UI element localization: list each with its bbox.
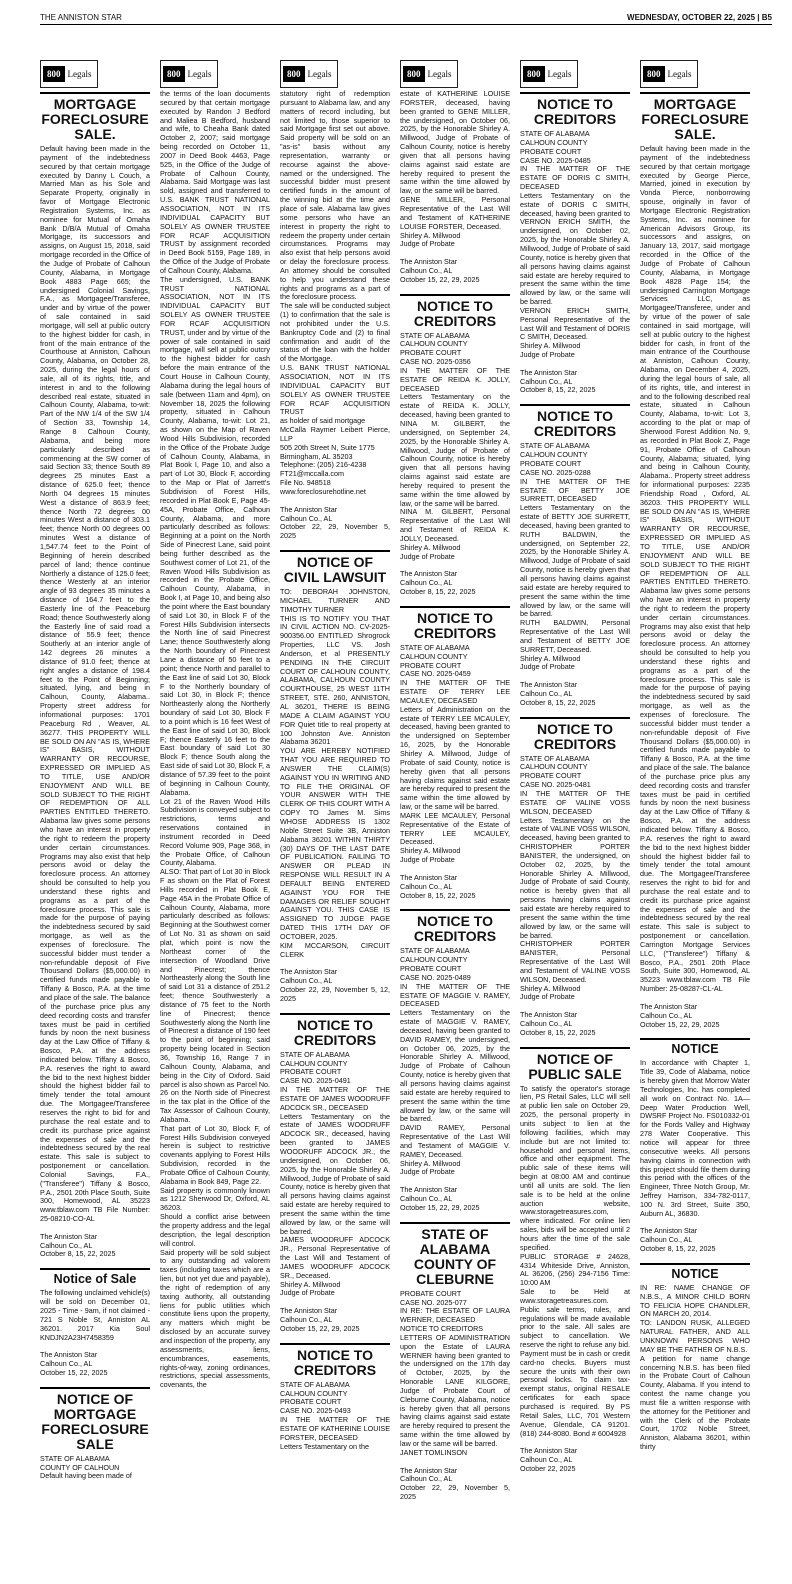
section-number: 800 bbox=[643, 66, 665, 82]
legal-notice bbox=[280, 550, 390, 1004]
notice-title: NOTICE TO CREDITORS bbox=[400, 294, 510, 329]
notice-body: In accordance with Chapter 1, Title 39, Code of Alabama, notice is hereby given that Morrow Water Technologies, Inc. has completed all work on Contract No. 1A—Deep Water Production Well, DWSRF Project No. FS010332-01 for the Fords Valley and Highway 278 Water Cooperative. This notice will appear for three consecutive weeks. All persons having claims in connection with this project should file them during this period with the offices of the Engineer, Three Notch Group, Mr. Jeffrey Harrison, 334-782-0117, 100 N. 3rd Street, Suite 350, Auburn AL, 36830. The Anniston Star Calhoun Co., AL October 8, 15, 22, 2025 bbox=[640, 1058, 750, 1254]
legal-notice bbox=[280, 1343, 390, 1452]
header-date: WEDNESDAY, OCTOBER 22, 2025 bbox=[627, 13, 756, 22]
notice-body: STATE OF ALABAMA CALHOUN COUNTY PROBATE COURT CASE NO. 2025-0459 IN THE MATTER OF THE ESTATE OF TERRY LEE MCAULEY, DECEASED Letters of Administration on the estate of TERRY LEE MCAULEY, deceased, having been granted to the undersigned on September 16, 2025, by the Honorable Shirley A. Millwood, Judge of Probate of said County, notice is hereby given that all persons having claims against said estate are hereby required to present the same within the time allowed by law, or the same will be barred. MARK LEE MCAULEY, Personal Representative of the Estate of TERRY LEE MCAULEY, Deceased. Shirley A. Millwood Judge of Probate The Anniston Star Calhoun Co., AL October 8, 15, 22, 2025 bbox=[400, 642, 510, 900]
section-number: 800 bbox=[403, 66, 425, 82]
page-number: B5 bbox=[761, 13, 772, 22]
notice-title: NOTICE TO CREDITORS bbox=[400, 606, 510, 641]
notice-title: NOTICE TO CREDITORS bbox=[280, 1013, 390, 1048]
notice-body: STATE OF ALABAMA CALHOUN COUNTY PROBATE COURT CASE NO. 2025-0485 IN THE MATTER OF THE ESTATE OF DORIS C SMITH, DECEASED Letters Testamentary on the estate of DORIS C SMITH, deceased, having been granted to VERNON ERICH SMITH, the undersigned, on October 02, 2025, by the Honorable Shirley A. Millwood, Judge of Probate of said County, notice is hereby given that all persons having claims against said estate are hereby required to present the same within the time allowed by law, or the same will be barred. VERNON ERICH SMITH, Personal Representative of the Last Will and Testament of DORIS C SMITH, Deceased. Shirley A. Millwood Judge of Probate The Anniston Star Calhoun Co., AL October 8, 15, 22, 2025 bbox=[520, 129, 630, 395]
section-label: Legals bbox=[67, 69, 92, 79]
notice-body: STATE OF ALABAMA CALHOUN COUNTY PROBATE COURT CASE NO. 2025-0489 IN THE MATTER OF THE ESTATE OF MAGGIE V. RAMEY, DECEASED Letters Testamentary on the estate of MAGGIE V. RAMEY, deceased, having been granted to DAVID RAMEY, the undersigned, on October 06, 2025, by the Honorable Shirley A. Millwood, Judge of Probate of Calhoun County, notice is hereby given that all persons having claims against said estate are hereby required to present the same within the time allowed by law, or the same will be barred. DAVID RAMEY, Personal Representative of the Last Will and Testament of MAGGIE V. RAMEY, Deceased. Shirley A. Millwood Judge of Probate The Anniston Star Calhoun Co., AL October 15, 22, 29, 2025 bbox=[400, 946, 510, 1212]
notice-body: Default having been made in the payment of the indebtedness secured by that certain mortgage executed by George Pierce, Married, joined in execution by Vonda Pierce, nonborrowing spouse, originally in favor of Mortgage Electronic Registration Systems, Inc. as nominee for American Advisors Group, its successors and assigns, on January 13, 2017, said mortgage recorded in the Office of the Judge of Probate of Calhoun County, Alabama, in Mortgage Book 4828 Page 154; the undersigned Carrington Mortgage Services LLC, as Mortgagee/Transferee, under and by virtue of the power of sale contained in said mortgage, will sell at public outcry to the highest bidder for cash, in front of the main entrance of the Courthouse at Anniston, Calhoun County, Alabama, on December 4, 2025, during the legal hours of sale, all of its rights, title, and interest in and to the following described real estate, situated in Calhoun County, Alabama, to-wit: Lot 3, according to the plat or map of Sherwood Forest Addition No. 9, as recorded in Plat Book Z, Page 91, Probate Office of Calhoun County, Alabama; situated, lying and being in Calhoun County, Alabama.. Property street address for informational purposes: 2235 Friendship Road , Oxford, AL 36203. THIS PROPERTY WILL BE SOLD ON AN "AS IS, WHERE IS" BASIS, WITHOUT WARRANTY OR RECOURSE, EXPRESSED OR IMPLIED AS TO TITLE, USE AND/OR ENJOYMENT AND WILL BE SOLD SUBJECT TO THE RIGHT OF REDEMPTION OF ALL PARTIES ENTITLED THERETO. Alabama law gives some persons who have an interest in property the right to redeem the property under certain circumstances. Programs may also exist that help persons avoid or delay the foreclosure process. An attorney should be consulted to help you understand these rights and programs as a part of the foreclosure process. This sale is made for the purpose of paying the indebtedness secured by said mortgage, as well as the expenses of foreclosure. The successful bidder must tender a non-refundable deposit of Five Thousand Dollars ($5,000.00) in certified funds made payable to Tiffany & Bosco, P.A. at the time and place of the sale. The balance of the purchase price plus any deed recording costs and transfer taxes must be paid in certified funds by noon the next business day at the Law Office of Tiffany & Bosco, P.A. at the address indicated below. Tiffany & Bosco, P.A. reserves the right to award the bid to the next highest bidder should the highest bidder fail to timely tender the total amount due. The Mortgagee/Transferee reserves the right to bid for and purchase the real estate and to credit its purchase price against the expenses of sale and the indebtedness secured by the real estate. This sale is subject to postponement or cancellation. Carrington Mortgage Services LLC, ("Transferee") Tiffany & Bosco, P.A., 2501 20th Place South, Suite 300, Homewood, AL 35223 www.tblaw.com TB File Number: 25-08287-CL-AL The Anniston Star Calhoun Co., AL October 15, 22, 29, 2025 bbox=[640, 144, 750, 1029]
section-tab bbox=[520, 60, 578, 88]
notice-title: NOTICE OF MORTGAGE FORECLOSURE SALE bbox=[40, 1387, 150, 1452]
section-label: Legals bbox=[187, 69, 212, 79]
legal-notice bbox=[400, 909, 510, 1212]
column-4 bbox=[400, 90, 510, 1580]
notice-body: STATE OF ALABAMA CALHOUN COUNTY PROBATE COURT CASE NO. 2025-0493 IN THE MATTER OF THE ESTATE OF KATHERINE LOUISE FORSTER, DECEASED Letters Testamentary on the bbox=[280, 1379, 390, 1451]
column-3 bbox=[280, 90, 390, 1580]
notice-title: NOTICE TO CREDITORS bbox=[400, 909, 510, 944]
section-tab bbox=[400, 60, 458, 88]
notice-body: the terms of the loan documents secured by that certain mortgage executed by Randon J Bedford and Maliea B Bedford, husband and wife, to Cheaha Bank dated October 2, 2007; said mortgage being recorded on October 11, 2007 in Deed Book 4463, Page 525, in the Office of the Judge of Probate of Calhoun County, Alabama. Said Mortgage was last sold, assigned and transferred to U.S. BANK TRUST NATIONAL ASSOCIATION, NOT IN ITS INDIVIDUAL CAPACITY BUT SOLELY AS OWNER TRUSTEE FOR RCAF ACQUISITION TRUST by assignment recorded in Deed Book 5159, Page 189, in the Office of the Judge of Probate of Calhoun County, Alabama. The undersigned, U.S. BANK TRUST NATIONAL ASSOCIATION, NOT IN ITS INDIVIDUAL CAPACITY BUT SOLELY AS OWNER TRUSTEE FOR RCAF ACQUISITION TRUST, under and by virtue of the power of sale contained in said mortgage, will sell at public outcry to the highest bidder for cash before the main entrance of the Court House in Calhoun County, Alabama during the legal hours of sale (between 11am and 4pm), on November 18, 2025 the following property, situated in Calhoun County, Alabama, to-wit: Lot 21, as shown on the Map of Raven Wood Hills Subdivision, recorded in the Office of the Probate Judge of Calhoun County, Alabama, in Plat Book I, Page 10, and also a part of Lot 30, Block F, according to the Map or Plat of Jarrett's Subdivision of Forest Hills, recorded in Plat Book E, Page 45-45A, Probate Office, Calhoun County, Alabama, and more particularly described as follows: Beginning at a point on the North Side of Pinecrest Lane, said point being further described as the Southwest corner of Lot 21, of the Raven Wood Hills Subdivision as recorded in the Probate Office, Calhoun County, Alabama, in Book I, at Page 10, and being also the point where the East boundary of said Lot 30, in Block F of the Forest Hills Subdivision intersects the North line of said Pinecrest Lane; thence Southwesterly along the North boundary of Pinecrest Lane a distance of 50 feet to a point; thence North and parallel to the East line of said Lot 30, Block F to the Northerly boundary of said Lot 30, in Block F; thence Northeasterly along the Northerly boundary of said Lot 30, Block F to a point which is 16 feet West of the East line of said Lot 30, Block F; thence Easterly 16 feet to the East boundary of said Lot 30 Block F; thence South along the East side of said Lot 30, Block F, a distance of 57.39 feet to the point of beginning in Calhoun County, Alabama. Lot 21 of the Raven Wood Hills Subdivision is conveyed subject to restrictions, terms and reservations contained in instrument recorded in Deed Record Volume 909, Page 368, in the Probate Office, of Calhoun County, Alabama. ALSO: That part of Lot 30 in Block F as shown on the Plat of Forest Hills recorded in Plat Book E, Page 45A in the Probate Office of Calhoun County, Alabama, more particularly described as follows: Beginning at the Southwest corner of Lot No. 31 as shown on said plat, which point is now the Northeast corner of the intersection of Woodland Drive and Pinecrest; thence Northeasterly along the South line of said Lot 31 a distance of 251.2 feet; thence Southwesterly a distance of 75 feet to the North line of Pinecrest; thence Southwesterly along the North line of Pinecrest a distance of 190 feet to the point of beginning; said property being located in Section 36, Township 16, Range 7 in Calhoun County, Alabama, and being in the City of Oxford. Said parcel is also shown as Parcel No. 26 on the North side of Pinecrest in the tax plat in the Office of the Tax Assessor of Calhoun County, Alabama. That part of Lot 30, Block F, of Forest Hills Subdivision conveyed herein is subject to restrictive covenants applying to Forest Hills Subdivision, recorded in the Probate Office of Calhoun County, Alabama in Book 849, Page 22. Said property is commonly known as 1212 Sherwood Dr, Oxford, AL 36203. Should a conflict arise between the property address and the legal description, the legal description will control. Said property will be sold subject to any outstanding ad valorem taxes (including taxes which are a lien, but not yet due and payable), the right of redemption of any taxing authority, all outstanding liens for public utilities which constitute liens upon the property, any matters which might be disclosed by an accurate survey and inspection of the property, any assessments, liens, encumbrances, easements, rights-of-way, zoning ordinances, restrictions, special assessments, covenants, the bbox=[160, 90, 270, 1390]
column-6 bbox=[640, 90, 750, 1580]
notice-body: TO: DEBORAH JOHNSTON, MICHAEL TURNER AND TIMOTHY TURNER THIS IS TO NOTIFY YOU THAT IN CIVIL ACTION NO. CV-2025-900356.00 ENTITLED Shrogrock Properties, LLC VS. Josh Anderson, et al PRESENTLY PENDING IN THE CIRCUIT COURT OF CALHOUN COUNTY, ALABAMA, CALHOUN COUNTY COURTHOUSE, 25 WEST 11TH STREET, STE. 260, ANNISTON, AL 36201, THERE IS BEING MADE A CLAIM AGAINST YOU FOR Quiet title to real property at 100 Johnston Ave. Anniston Alabama 36201 YOU ARE HEREBY NOTIFIED THAT YOU ARE REQUIRED TO ANSWER THE CLAIM(S) AGAINST YOU IN WRITING AND TO FILE THE ORIGINAL OF YOUR ANSWER WITH THE CLERK OF THIS COURT WITH A COPY TO James M. Sims WHOSE ADDRESS IS 1302 Noble Street Suite 3B, Anniston Alabama 36201 WITHIN THIRTY (30) DAYS OF THE LAST DATE OF PUBLICATION. FAILING TO ANSWER OR PLEAD IN RESPONSE WILL RESULT IN A DEFAULT BEING ENTERED AGAINST YOU FOR THE DAMAGES OR RELIEF SOUGHT AGAINST YOU. THIS CASE IS ASSIGNED TO JUDGE PAGE DATED THIS 17TH DAY OF OCTOBER, 2025. KIM MCCARSON, CIRCUIT CLERK The Anniston Star Calhoun Co., AL October 22, 29, November 5, 12, 2025 bbox=[280, 587, 390, 1003]
section-number: 800 bbox=[523, 66, 545, 82]
legal-notice bbox=[400, 90, 510, 285]
section-number: 800 bbox=[283, 66, 305, 82]
column-2 bbox=[160, 90, 270, 1580]
notice-body: PROBATE COURT CASE NO. 2025-077 IN RE: THE ESTATE OF LAURA WERNER, DECEASED NOTICE TO CREDITORS LETTERS OF ADMINISTRATION upon the Estate of LAURA WERNER having been granted to the undersigned on the 17th day of October, 2025, by the Honorable LANE KILGORE, Judge of Probate Court of Cleburne County, Alabama, notice is hereby given that all persons having claims against said estate are hereby required to present the same within the time allowed by law or the same will be barred. JANET TOMLINSON The Anniston Star Calhoun Co., AL October 22, 29, November 5, 2025 bbox=[400, 1288, 510, 1502]
legal-notice bbox=[520, 1047, 630, 1474]
notice-body: STATE OF ALABAMA CALHOUN COUNTY PROBATE COURT CASE NO. 2025-0288 IN THE MATTER OF THE ESTATE OF BETTY JOE SURRETT, DECEASED Letters Testamentary on the estate of BETTY JOE SURRETT, deceased, having been granted to RUTH BALDWIN, the undersigned, on September 22, 2025, by the Honorable Shirley A. Millwood, Judge of Probate of said County, notice is hereby given that all persons having claims against said estate are hereby required to present the same within the time allowed by law, or the same will be barred. RUTH BALDWIN, Personal Representative of the Last Will and Testament of BETTY JOE SURRETT, Deceased. Shirley A. Millwood Judge of Probate The Anniston Star Calhoun Co., AL October 8, 15, 22, 2025 bbox=[520, 441, 630, 707]
notice-body: Default having been made in the payment of the indebtedness secured by that certain mortgage executed by Danny L Couch, a Married Man as his Sole and Separate Property, originally in favor of Mortgage Electronic Registration Systems, Inc. as nominee for Mutual of Omaha Bank D/B/A Mutual of Omaha Mortgage, its successors and assigns, on August 15, 2018, said mortgage recorded in the Office of the Judge of Probate of Calhoun County, Alabama, in Mortgage Book 4883 Page 665; the undersigned Colonial Savings, F.A., as Mortgagee/Transferee, under and by virtue of the power of sale contained in said mortgage, will sell at public outcry to the highest bidder for cash, in front of the main entrance of the Courthouse at Anniston, Calhoun County, Alabama, on October 28, 2025, during the legal hours of sale, all of its rights, title, and interest in and to the following described real estate, situated in Calhoun County, Alabama, to-wit: Part of the NW 1/4 of the SW 1/4 of Section 33, Township 14, Range 8 Calhoun County, Alabama, and being more particularly described as commencing at the SW corner of said Section 33; thence South 89 degrees 25 minutes East a distance of 625.0 feet; thence North 04 degrees 15 minutes West a distance of 863.9 feet; thence North 72 degrees 00 minutes West a distance of 303.1 feet; thence North 00 degrees 00 minutes West a distance of 1,547.74 feet to the Point of Beginning of herein described parcel of land; thence continue Northerly a distance of 125.0 feet; thence Westerly at an interior angle of 93 degrees 35 minutes a distance of 164.7 feet to the Easterly line of the Peaceburg Road; thence Southwesterly along the Easterly line of said road a distance of 55.9 feet; thence Southerly at an interior angle of 142 degrees 26 minutes a distance of 91.0 feet; thence at right angles a distance of 198.4 feet to the Point of Beginning; situated, lying, and being in Calhoun, County, Alabama.. Property street address for informational purposes: 1701 Peaceburg Rd , Weaver, AL 36277. THIS PROPERTY WILL BE SOLD ON AN "AS IS, WHERE IS" BASIS, WITHOUT WARRANTY OR RECOURSE, EXPRESSED OR IMPLIED AS TO TITLE, USE AND/OR ENJOYMENT AND WILL BE SOLD SUBJECT TO THE RIGHT OF REDEMPTION OF ALL PARTIES ENTITLED THERETO. Alabama law gives some persons who have an interest in property the right to redeem the property under certain circumstances. Programs may also exist that help persons avoid or delay the foreclosure process. An attorney should be consulted to help you understand these rights and programs as a part of the foreclosure process. This sale is made for the purpose of paying the indebtedness secured by said mortgage, as well as the expenses of foreclosure. The successful bidder must tender a non-refundable deposit of Five Thousand Dollars ($5,000.00) in certified funds made payable to Tiffany & Bosco, P.A. at the time and place of the sale. The balance of the purchase price plus any deed recording costs and transfer taxes must be paid in certified funds by noon the next business day at the Law Office of Tiffany & Bosco, P.A. at the address indicated below. Tiffany & Bosco, P.A. reserves the right to award the bid to the next highest bidder should the highest bidder fail to timely tender the total amount due. The Mortgagee/Transferee reserves the right to bid for and purchase the real estate and to credit its purchase price against the expenses of sale and the indebtedness secured by the real estate. This sale is subject to postponement or cancellation. Colonial Savings, F.A., ("Transferee") Tiffany & Bosco, P.A., 2501 20th Place South, Suite 300, Homewood, AL 35223 www.tblaw.com TB File Number: 25-08210-CO-AL The Anniston Star Calhoun Co., AL October 8, 15, 22, 2025 bbox=[40, 144, 150, 1259]
newspaper-name: THE ANNISTON STAR bbox=[40, 13, 122, 22]
legal-notice bbox=[160, 90, 270, 1390]
notice-body: estate of KATHERINE LOUISE FORSTER, deceased, having been granted to GENE MILLER, the undersigned, on October 06, 2025, by the Honorable Shirley A. Millwood, Judge of Probate of Calhoun County, notice is hereby given that all persons having claims against said estate are hereby required to present the same within the time allowed by law, or the same will be barred. GENE MILLER, Personal Representative of the Last Will and Testament of KATHERINE LOUISE FORSTER, Deceased. Shirley A. Millwood Judge of Probate The Anniston Star Calhoun Co., AL October 15, 22, 29, 2025 bbox=[400, 90, 510, 284]
header-date-page: WEDNESDAY, OCTOBER 22, 2025 | B5 bbox=[627, 13, 772, 22]
legal-notice bbox=[40, 1387, 150, 1482]
section-label: Legals bbox=[307, 69, 332, 79]
section-label: Legals bbox=[427, 69, 452, 79]
notice-body: The following unclaimed vehicle(s) will be sold on December 01, 2025 - Time - 9am, if not claimed - 721 S Noble St, Anniston AL 36201. 2017 Kia Soul KNDJN2A23H7458359 The Anniston Star Calhoun Co., AL October 15, 22, 2025 bbox=[40, 1288, 150, 1377]
notice-title: NOTICE bbox=[640, 1038, 750, 1056]
legal-notice bbox=[520, 717, 630, 1038]
section-tab bbox=[40, 60, 98, 88]
notice-body: STATE OF ALABAMA CALHOUN COUNTY PROBATE COURT CASE NO. 2025-0491 IN THE MATTER OF THE ESTATE OF JAMES WOODRUFF ADCOCK SR., DECEASED Letters Testamentary on the estate of JAMES WOODRUFF ADCOCK SR., deceased, having been granted to JAMES WOODRUFF ADCOCK JR., the undersigned, on October 06, 2025, by the Honorable Shirley A. Millwood, Judge of Probate of said County, notice is hereby given that all persons having claims against said estate are hereby required to present the same within the time allowed by law, or the same will be barred. JAMES WOODRUFF ADCOCK JR., Personal Representative of the Last Will and Testament of JAMES WOODRUFF ADCOCK SR., Deceased. Shirley A. Millwood Judge of Probate The Anniston Star Calhoun Co., AL October 15, 22, 29, 2025 bbox=[280, 1049, 390, 1333]
legal-notice bbox=[640, 1263, 750, 1452]
notice-title: NOTICE OF CIVIL LAWSUIT bbox=[280, 550, 390, 585]
notice-body: IN RE: NAME CHANGE OF N.B.S., A MINOR CHILD BORN TO FELICIA HOPE CHANDLER, ON MARCH 20, 2014. TO: LANDON RUSK, ALLEGED NATURAL FATHER, AND ALL UNKNOWN PERSONS WHO MAY BE THE FATHER OF N.B.S. A petition for name change concerning N.B.S. has been filed in the Probate Court of Calhoun County, Alabama. If you intend to contest the name change you must file a written response with the attorney for the Petitioner and with the Clerk of the Probate Court, 1702 Noble Street, Anniston, Alabama 36201, within thirty bbox=[640, 1282, 750, 1452]
legal-notice bbox=[400, 1222, 510, 1502]
legal-notice bbox=[520, 404, 630, 707]
notice-title: MORTGAGE FORECLOSURE SALE. bbox=[640, 92, 750, 142]
notice-title: NOTICE TO CREDITORS bbox=[520, 717, 630, 752]
notice-body: STATE OF ALABAMA CALHOUN COUNTY PROBATE COURT CASE NO. 2025-0356 IN THE MATTER OF THE ESTATE OF REIDA K. JOLLY, DECEASED Letters Testamentary on the estate of REIDA K. JOLLY, deceased, having been granted to NINA M. GILBERT, the undersigned, on September 24, 2025, by the Honorable Shirley A. Millwood, Judge of Probate of Calhoun County, notice is hereby given that all persons having claims against said estate are hereby required to present the same within the time allowed by law, or the same will be barred. NINA M. GILBERT, Personal Representative of the Last Will and Testament of REIDA K. JOLLY, Deceased. Shirley A. Millwood Judge of Probate The Anniston Star Calhoun Co., AL October 8, 15, 22, 2025 bbox=[400, 330, 510, 597]
legal-notice bbox=[40, 1268, 150, 1377]
notice-title: NOTICE TO CREDITORS bbox=[520, 92, 630, 127]
notice-body: To satisfy the operator's storage lien, PS Retail Sales, LLC will sell at public lien sale on October 29, 2025, the personal property in units subject to lien at the following facilities, which may include but are not limited to: household and personal items, office and other equipment. The public sale of these items will begin at 08:00 AM and continue until all units are sold. The lien sale is to be held at the online auction website, www.storagetreasures.com, where indicated. For online lien sales, bids will be accepted until 2 hours after the time of the sale specified. PUBLIC STORAGE # 24628, 4314 Whiteside Drive, Anniston, AL 36206, (256) 294-7156 Time: 10:00 AM Sale to be Held at www.storagetreasures.com. Public sale terms, rules, and regulations will be made available prior to the sale. All sales are subject to cancellation. We reserve the right to refuse any bid. Payment must be in cash or credit card-no checks. Buyers must secure the units with their own personal locks. To claim tax-exempt status, original RESALE certificates for each space purchased is required. By PS Retail Sales, LLC, 701 Western Avenue, Glendale, CA 91201. (818) 244-8080. Bond # 6004928 The Anniston Star Calhoun Co., AL October 22, 2025 bbox=[520, 1083, 630, 1473]
notice-body: statutory right of redemption pursuant to Alabama law, and any matters of record including, but not limited to, those superior to said Mortgage first set out above. Said property will be sold on an "as-is" basis without any representation, warranty or recourse against the above-named or the undersigned. The successful bidder must present certified funds in the amount of the winning bid at the time and place of sale. Alabama law gives some persons who have an interest in property the right to redeem the property under certain circumstances. Programs may also exist that help persons avoid or delay the foreclosure process. An attorney should be consulted to help you understand these rights and programs as a part of the foreclosure process. The sale will be conducted subject (1) to confirmation that the sale is not prohibited under the U.S. Bankruptcy Code and (2) to final confirmation and audit of the status of the loan with the holder of the Mortgage. U.S. BANK TRUST NATIONAL ASSOCIATION, NOT IN ITS INDIVIDUAL CAPACITY BUT SOLELY AS OWNER TRUSTEE FOR RCAF ACQUISITION TRUST as holder of said mortgage McCalla Raymer Leibert Pierce, LLP 505 20th Street N, Suite 1775 Birmingham, AL 35203 Telephone: (205) 216-4238 FT21@mccalla.com File No. 948518 www.foreclosurehotline.net The Anniston Star Calhoun Co., AL October 22, 29, November 5, 2025 bbox=[280, 90, 390, 541]
notice-title: MORTGAGE FORECLOSURE SALE. bbox=[40, 92, 150, 142]
section-tab bbox=[640, 60, 698, 88]
legal-notice bbox=[280, 90, 390, 541]
column-1 bbox=[40, 90, 150, 1580]
section-label: Legals bbox=[667, 69, 692, 79]
notice-body: STATE OF ALABAMA COUNTY OF CALHOUN Default having been made of bbox=[40, 1453, 132, 1481]
legal-notice bbox=[520, 92, 630, 395]
notice-title: NOTICE TO CREDITORS bbox=[520, 404, 630, 439]
notice-title: Notice of Sale bbox=[40, 1268, 150, 1286]
legal-notice bbox=[280, 1013, 390, 1334]
legal-notice bbox=[40, 92, 150, 1259]
section-number: 800 bbox=[163, 66, 185, 82]
notice-title: NOTICE OF PUBLIC SALE bbox=[520, 1047, 630, 1082]
section-number: 800 bbox=[43, 66, 65, 82]
legal-notice bbox=[400, 294, 510, 597]
legal-notice bbox=[640, 1038, 750, 1254]
notice-title: NOTICE bbox=[640, 1263, 750, 1281]
section-tab bbox=[160, 60, 218, 88]
column-5 bbox=[520, 90, 630, 1580]
section-tab bbox=[280, 60, 338, 88]
section-label: Legals bbox=[547, 69, 572, 79]
page-header bbox=[40, 10, 772, 25]
notice-body: STATE OF ALABAMA CALHOUN COUNTY PROBATE COURT CASE NO. 2025-0481 IN THE MATTER OF THE ESTATE OF VALINE VOSS WILSON, DECEASED Letters Testamentary on the estate of VALINE VOSS WILSON, deceased, having been granted to CHRISTOPHER PORTER BANISTER, the undersigned, on October 02, 2025, by the Honorable Shirley A. Millwood, Judge of Probate of said County, notice is hereby given that all persons having claims against said estate are hereby required to present the same within the time allowed by law, or the same will be barred. CHRISTOPHER PORTER BANISTER, Personal Representative of the Last Will and Testament of VALINE VOSS WILSON, Deceased. Shirley A. Millwood Judge of Probate The Anniston Star Calhoun Co., AL October 8, 15, 22, 2025 bbox=[520, 753, 630, 1037]
notice-title: NOTICE TO CREDITORS bbox=[280, 1343, 390, 1378]
legal-notice bbox=[640, 92, 750, 1029]
legal-notice bbox=[400, 606, 510, 900]
notice-title: STATE OF ALABAMA COUNTY OF CLEBURNE bbox=[400, 1222, 510, 1287]
